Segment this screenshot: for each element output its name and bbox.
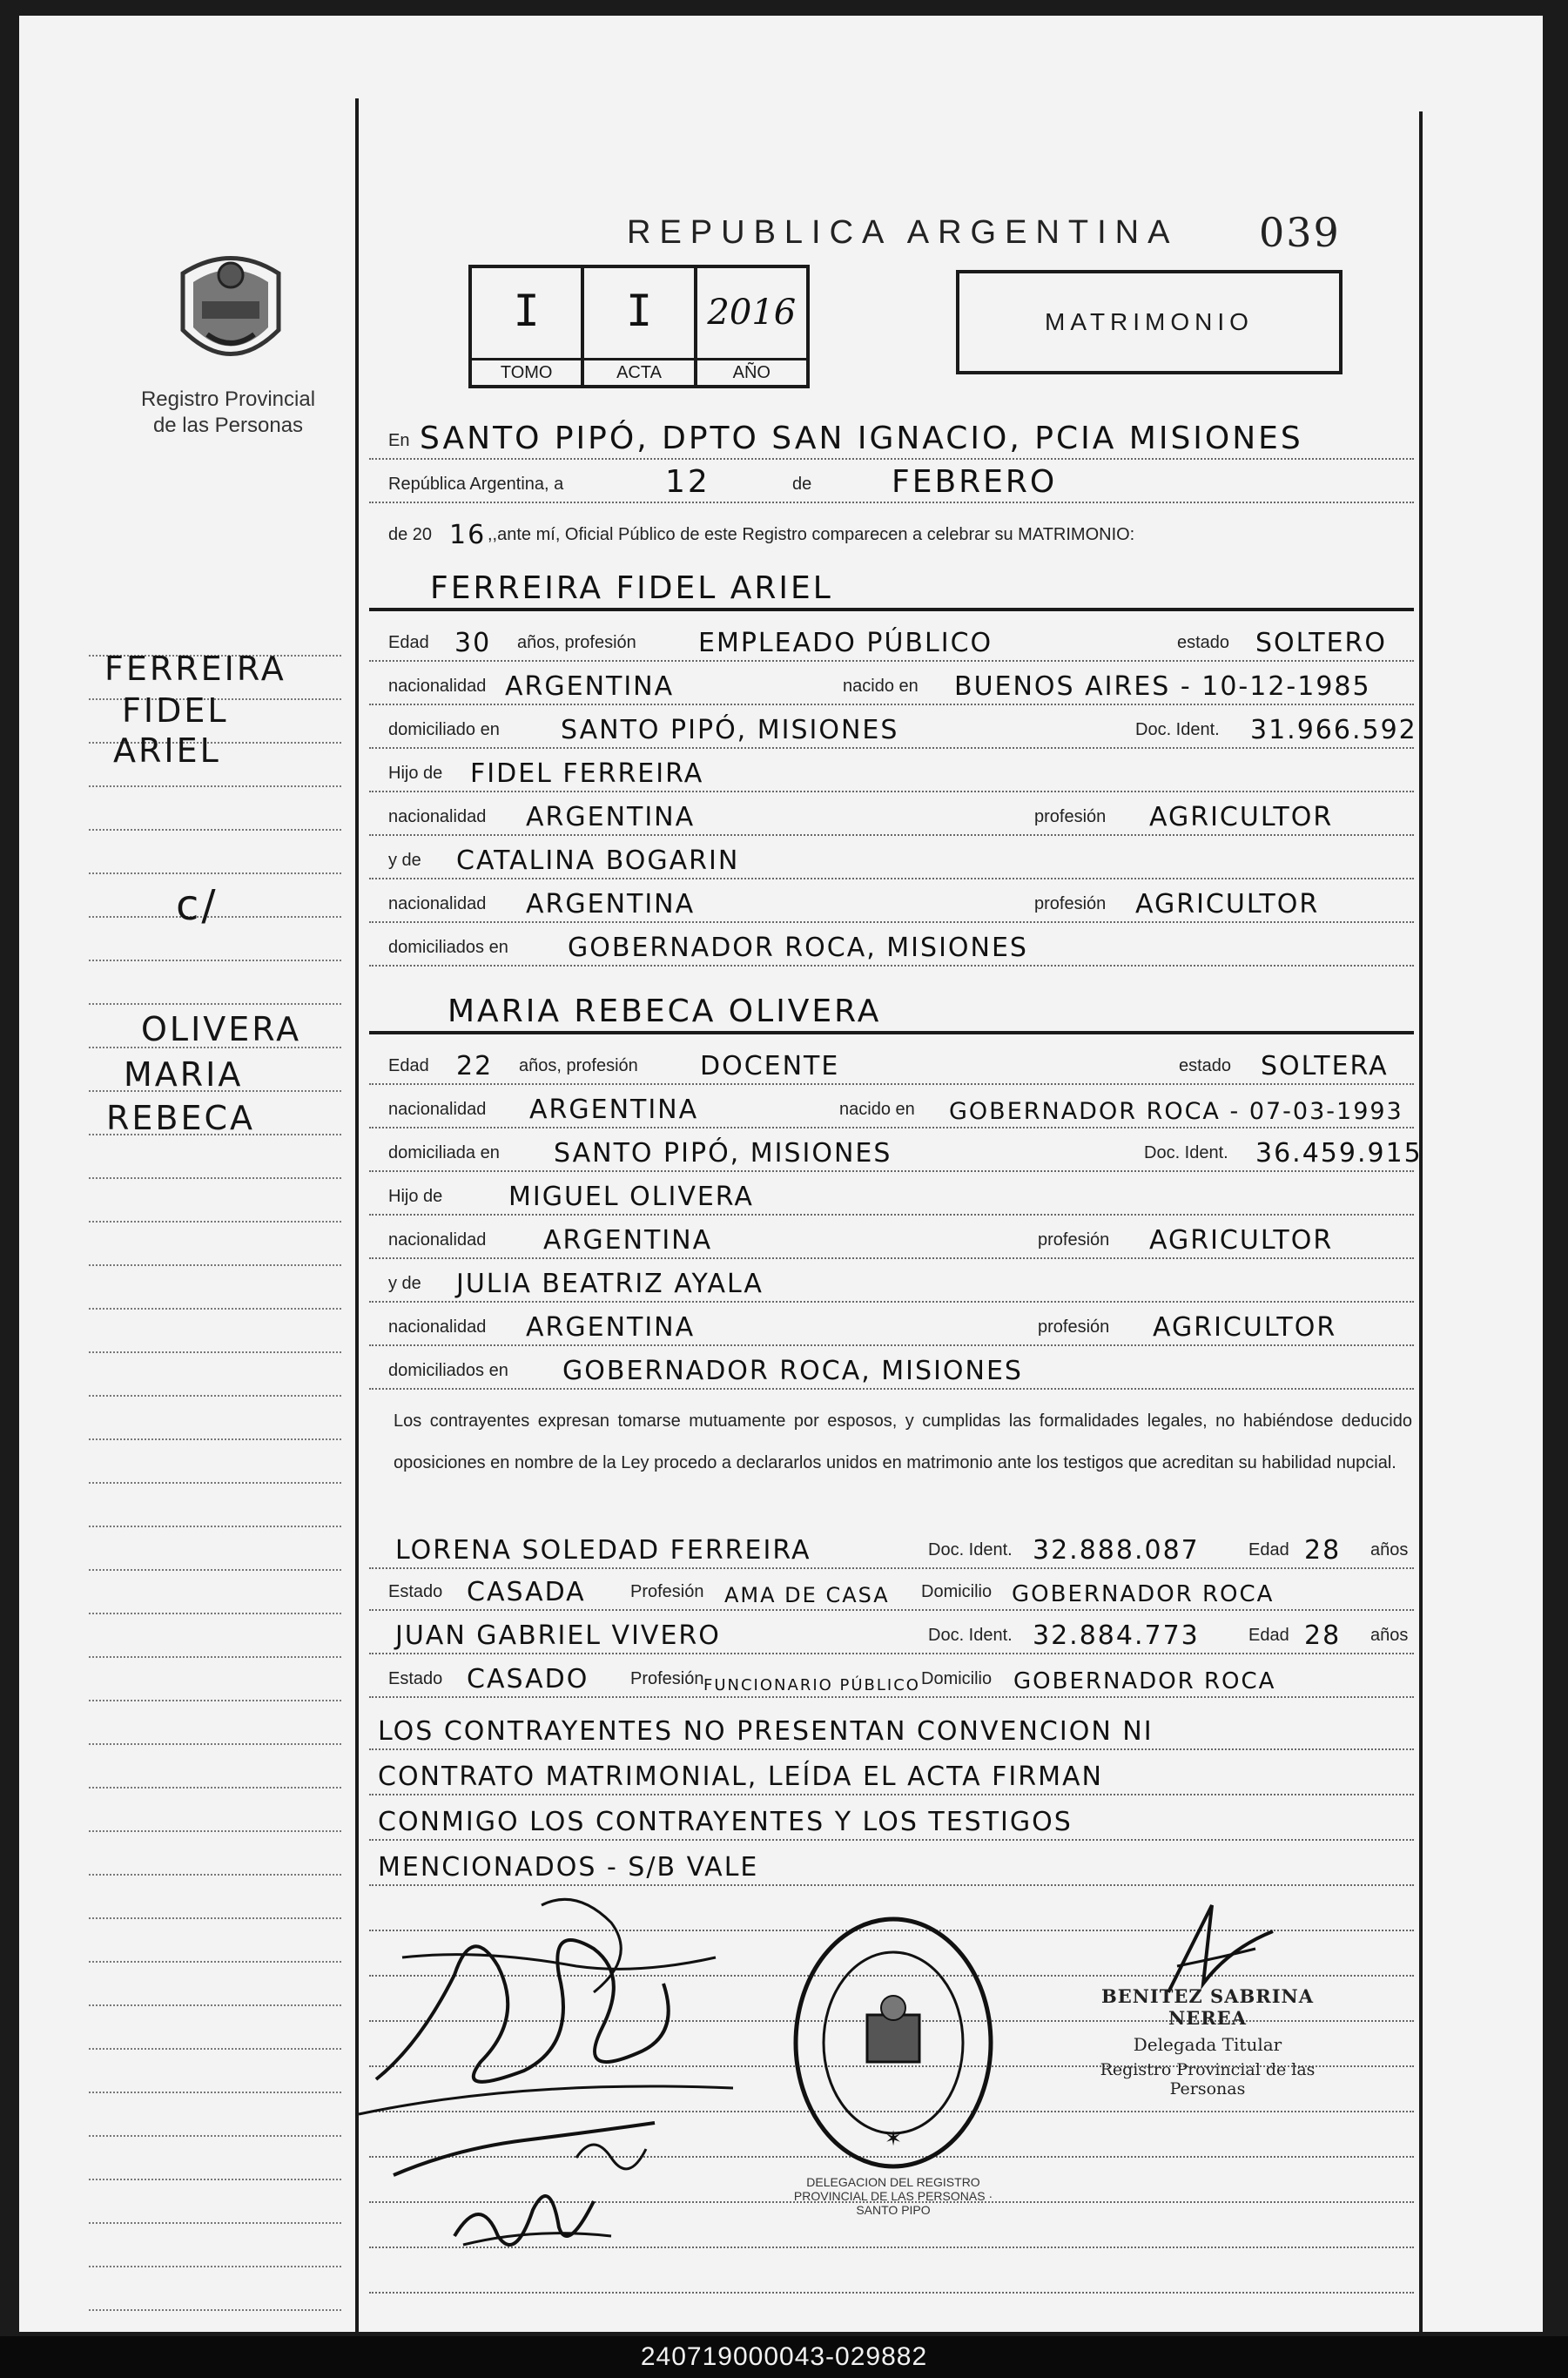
bride-father-row bbox=[369, 1179, 1414, 1216]
margin-rule bbox=[89, 2092, 341, 2093]
label-year-post: ,,ante mí, Oficial Público de este Registro comparecen a celebrar su MATRIMONIO: bbox=[488, 525, 1135, 544]
label-nacido-en: nacido en bbox=[839, 1100, 915, 1119]
day-value: 12 bbox=[665, 464, 710, 500]
tomo-value: I bbox=[513, 286, 540, 336]
label-anos: años bbox=[1370, 1626, 1409, 1645]
margin-rule bbox=[89, 2179, 341, 2180]
registry-line-2: de las Personas bbox=[152, 414, 304, 437]
label-anos-profesion: años, profesión bbox=[519, 1056, 638, 1075]
margin-rule bbox=[89, 1308, 341, 1310]
witness-2-profession: FUNCIONARIO PÚBLICO bbox=[703, 1676, 920, 1694]
acta-cell bbox=[584, 268, 697, 385]
margin-rule bbox=[89, 2135, 341, 2137]
certificate-page bbox=[19, 16, 1543, 2332]
bride-parents-address: GOBERNADOR ROCA, MISIONES bbox=[562, 1356, 1023, 1386]
groom-father-nationality: ARGENTINA bbox=[526, 802, 696, 832]
label-profesion: profesión bbox=[1038, 1317, 1110, 1337]
groom-mother-nat-row bbox=[369, 886, 1414, 923]
label-profesion: profesión bbox=[1034, 894, 1107, 913]
officer-office: Registro Provincial de las Personas bbox=[1100, 2060, 1316, 2098]
margin-rule bbox=[89, 1482, 341, 1484]
margin-rule bbox=[89, 2222, 341, 2224]
groom-mother-row bbox=[369, 843, 1414, 879]
witness-1-age: 28 bbox=[1304, 1535, 1342, 1566]
margin-rule bbox=[89, 1830, 341, 1832]
notes-row bbox=[369, 1708, 1414, 1750]
country-title: REPUBLICA ARGENTINA bbox=[627, 214, 1179, 251]
groom-nationality: ARGENTINA bbox=[505, 671, 675, 702]
label-estado: Estado bbox=[388, 1582, 443, 1601]
groom-name: FERREIRA FIDEL ARIEL bbox=[430, 570, 833, 606]
witness-2-age: 28 bbox=[1304, 1620, 1342, 1651]
label-nacionalidad: nacionalidad bbox=[388, 1317, 487, 1337]
margin-rule bbox=[89, 1613, 341, 1614]
witness-1-status: CASADA bbox=[467, 1577, 586, 1607]
margin-rule bbox=[89, 1438, 341, 1440]
bride-parents-address-row bbox=[369, 1353, 1414, 1390]
margin-bride-surname: OLIVERA bbox=[141, 1010, 302, 1048]
year-suffix-value: 16 bbox=[449, 520, 487, 550]
margin-rule bbox=[89, 1526, 341, 1527]
witness-1-detail-row bbox=[369, 1574, 1414, 1611]
bride-doc: 36.459.915 bbox=[1255, 1138, 1423, 1169]
groom-parents-address: GOBERNADOR ROCA, MISIONES bbox=[568, 933, 1028, 963]
tomo-cell bbox=[472, 268, 584, 385]
label-profesion: Profesión bbox=[630, 1582, 704, 1601]
groom-parents-address-row bbox=[369, 930, 1414, 967]
margin-connector: c/ bbox=[176, 881, 219, 930]
margin-rule bbox=[89, 1700, 341, 1701]
label-domiciliado-en: domiciliado en bbox=[388, 720, 500, 739]
groom-name-row bbox=[369, 564, 1414, 608]
margin-rule bbox=[89, 1177, 341, 1179]
registry-name bbox=[115, 387, 341, 439]
witness-1-profession: AMA DE CASA bbox=[724, 1583, 890, 1607]
margin-rule bbox=[89, 1656, 341, 1658]
groom-father-nat-row bbox=[369, 799, 1414, 836]
label-profesion: profesión bbox=[1038, 1230, 1110, 1250]
margin-rule bbox=[89, 1743, 341, 1745]
bride-mother-nationality: ARGENTINA bbox=[526, 1312, 696, 1343]
label-nacionalidad: nacionalidad bbox=[388, 677, 487, 696]
registry-line-1: Registro Provincial bbox=[140, 387, 316, 411]
label-hijo-de: Hijo de bbox=[388, 764, 443, 783]
margin-rule bbox=[89, 1787, 341, 1789]
bride-age-row bbox=[369, 1048, 1414, 1085]
page-number: 039 bbox=[1259, 209, 1341, 256]
right-border bbox=[1419, 111, 1423, 2332]
label-nacido-en: nacido en bbox=[843, 677, 919, 696]
year-value: 2016 bbox=[707, 293, 797, 333]
label-edad: Edad bbox=[1248, 1540, 1289, 1560]
margin-groom-surname: FERREIRA bbox=[104, 650, 286, 688]
acta-value: I bbox=[625, 286, 653, 336]
signature-testigo-icon bbox=[446, 2158, 620, 2271]
bride-name-row bbox=[369, 987, 1414, 1031]
officer-name: BENITEZ SABRINA NEREA bbox=[1100, 1985, 1315, 2029]
bride-nationality: ARGENTINA bbox=[529, 1095, 699, 1125]
groom-father-row bbox=[369, 756, 1414, 792]
label-year-pre: de 20 bbox=[388, 525, 433, 544]
year-row bbox=[369, 517, 1414, 552]
groom-father-profession: AGRICULTOR bbox=[1149, 802, 1334, 832]
label-doc-ident: Doc. Ident. bbox=[1144, 1143, 1228, 1162]
margin-groom-middle: ARIEL bbox=[113, 731, 221, 770]
margin-rule bbox=[89, 1003, 341, 1005]
legal-text: Los contrayentes expresan tomarse mutuamente por esposos, y cumplidas las formalidades legales, no habiéndose deducido oposiciones en nombre de la Ley procedo a declararlos unidos en matrimonio ante los testigos que acreditan su habilidad nupcial. bbox=[394, 1411, 1412, 1472]
margin-rule bbox=[89, 1221, 341, 1223]
label-doc-ident: Doc. Ident. bbox=[928, 1540, 1013, 1560]
label-hijo-de: Hijo de bbox=[388, 1187, 443, 1206]
label-nacionalidad: nacionalidad bbox=[388, 1100, 487, 1119]
margin-bride-first: MARIA bbox=[124, 1055, 244, 1094]
notes-row bbox=[369, 1799, 1414, 1841]
notes-line-4: MENCIONADOS - S/B VALE bbox=[378, 1852, 759, 1883]
label-anos: años bbox=[1370, 1540, 1409, 1560]
label-edad: Edad bbox=[388, 1056, 429, 1075]
witness-2-status: CASADO bbox=[467, 1664, 589, 1694]
label-doc-ident: Doc. Ident. bbox=[1135, 720, 1220, 739]
label-de: de bbox=[792, 475, 812, 494]
official-stamp-icon bbox=[789, 1912, 998, 2173]
label-domicilio: Domicilio bbox=[921, 1669, 993, 1688]
witness-2-row bbox=[369, 1618, 1414, 1654]
bride-address-row bbox=[369, 1135, 1423, 1172]
bride-birth: GOBERNADOR ROCA - 07-03-1993 bbox=[949, 1098, 1403, 1125]
bride-mother-row bbox=[369, 1266, 1414, 1303]
notes-row bbox=[369, 1754, 1414, 1795]
label-doc-ident: Doc. Ident. bbox=[928, 1626, 1013, 1645]
bride-status: SOLTERA bbox=[1261, 1051, 1389, 1081]
bride-name: MARIA REBECA OLIVERA bbox=[448, 994, 882, 1029]
groom-status: SOLTERO bbox=[1255, 628, 1387, 658]
bride-father-nat-row bbox=[369, 1223, 1414, 1259]
label-domiciliados-en: domiciliados en bbox=[388, 938, 508, 957]
groom-address: SANTO PIPÓ, MISIONES bbox=[561, 715, 899, 745]
witness-2-detail-row bbox=[369, 1661, 1414, 1698]
bride-nationality-row bbox=[369, 1092, 1414, 1128]
margin-rule bbox=[89, 1351, 341, 1353]
label-estado: estado bbox=[1179, 1056, 1232, 1075]
groom-nationality-row bbox=[369, 669, 1414, 705]
bride-mother-profession: AGRICULTOR bbox=[1153, 1312, 1337, 1343]
groom-age-row bbox=[369, 625, 1414, 662]
provincial-crest-icon bbox=[165, 247, 296, 378]
label-anos-profesion: años, profesión bbox=[517, 633, 636, 652]
notes-line-2: CONTRATO MATRIMONIAL, LEÍDA EL ACTA FIRMAN bbox=[378, 1762, 1103, 1792]
margin-rule bbox=[89, 1917, 341, 1919]
bride-profession: DOCENTE bbox=[700, 1051, 840, 1081]
acta-label: ACTA bbox=[584, 358, 693, 385]
label-republica: República Argentina, a bbox=[388, 475, 564, 494]
groom-age: 30 bbox=[454, 628, 492, 658]
groom-doc: 31.966.592 bbox=[1250, 715, 1417, 745]
label-nacionalidad: nacionalidad bbox=[388, 894, 487, 913]
book-reference bbox=[468, 265, 810, 388]
label-estado: estado bbox=[1177, 633, 1230, 652]
bride-father-nationality: ARGENTINA bbox=[543, 1225, 713, 1256]
month-value: FEBRERO bbox=[892, 464, 1058, 500]
groom-mother-profession: AGRICULTOR bbox=[1135, 889, 1320, 920]
officer-role: Delegada Titular bbox=[1133, 2034, 1282, 2055]
groom-father: FIDEL FERREIRA bbox=[470, 758, 704, 789]
witness-2-name: JUAN GABRIEL VIVERO bbox=[395, 1620, 721, 1651]
margin-rule bbox=[89, 2266, 341, 2267]
groom-name-underline bbox=[369, 608, 1414, 611]
margin-groom-first: FIDEL bbox=[122, 691, 229, 730]
label-domiciliados-en: domiciliados en bbox=[388, 1361, 508, 1380]
label-en: En bbox=[388, 431, 410, 450]
officer-block bbox=[1064, 1985, 1351, 2098]
groom-profession: EMPLEADO PÚBLICO bbox=[698, 628, 993, 658]
witness-1-row bbox=[369, 1533, 1414, 1569]
margin-rule bbox=[89, 1569, 341, 1571]
label-nacionalidad: nacionalidad bbox=[388, 807, 487, 826]
bride-age: 22 bbox=[456, 1051, 494, 1081]
label-y-de: y de bbox=[388, 851, 421, 870]
label-domicilio: Domicilio bbox=[921, 1582, 993, 1601]
place-row bbox=[369, 423, 1414, 460]
groom-birth: BUENOS AIRES - 10-12-1985 bbox=[954, 671, 1371, 702]
label-nacionalidad: nacionalidad bbox=[388, 1230, 487, 1250]
date-row bbox=[369, 464, 1414, 503]
margin-rule bbox=[89, 960, 341, 961]
year-cell bbox=[697, 268, 806, 385]
margin-rule bbox=[89, 1961, 341, 1963]
witness-1-address: GOBERNADOR ROCA bbox=[1012, 1581, 1275, 1607]
document-id-footer: 240719000043-029882 bbox=[0, 2336, 1568, 2378]
label-estado: Estado bbox=[388, 1669, 443, 1688]
margin-rule bbox=[89, 2004, 341, 2006]
margin-rule bbox=[89, 1874, 341, 1876]
margin-rule bbox=[89, 1395, 341, 1397]
label-domiciliada-en: domiciliada en bbox=[388, 1143, 500, 1162]
groom-mother-nationality: ARGENTINA bbox=[526, 889, 696, 920]
margin-rule bbox=[89, 2309, 341, 2311]
margin-rule bbox=[89, 1264, 341, 1266]
margin-rule bbox=[89, 785, 341, 787]
bride-father-profession: AGRICULTOR bbox=[1149, 1225, 1334, 1256]
year-label: AÑO bbox=[697, 358, 806, 385]
groom-mother: CATALINA BOGARIN bbox=[456, 845, 740, 876]
label-edad: Edad bbox=[1248, 1626, 1289, 1645]
tomo-label: TOMO bbox=[472, 358, 581, 385]
witness-1-name: LORENA SOLEDAD FERREIRA bbox=[395, 1535, 811, 1566]
margin-rule bbox=[89, 829, 341, 831]
record-type-box: MATRIMONIO bbox=[956, 270, 1343, 374]
notes-line-3: CONMIGO LOS CONTRAYENTES Y LOS TESTIGOS bbox=[378, 1807, 1073, 1837]
margin-rule bbox=[89, 2048, 341, 2050]
witness-1-doc: 32.888.087 bbox=[1033, 1535, 1200, 1566]
margin-bride-middle: REBECA bbox=[106, 1099, 256, 1137]
bride-name-underline bbox=[369, 1031, 1414, 1034]
witness-2-address: GOBERNADOR ROCA bbox=[1013, 1668, 1276, 1694]
margin-rule bbox=[89, 872, 341, 874]
bride-mother: JULIA BEATRIZ AYALA bbox=[456, 1269, 764, 1299]
bride-father: MIGUEL OLIVERA bbox=[508, 1182, 754, 1212]
svg-text:✶: ✶ bbox=[884, 2126, 903, 2151]
groom-address-row bbox=[369, 712, 1417, 749]
label-profesion: Profesión bbox=[630, 1669, 704, 1688]
label-y-de: y de bbox=[388, 1274, 421, 1293]
stamp-text: DELEGACION DEL REGISTRO PROVINCIAL DE LAS PERSONAS · SANTO PIPO bbox=[793, 2175, 993, 2217]
label-profesion: profesión bbox=[1034, 807, 1107, 826]
witness-2-doc: 32.884.773 bbox=[1033, 1620, 1200, 1651]
bride-address: SANTO PIPÓ, MISIONES bbox=[554, 1138, 892, 1169]
label-edad: Edad bbox=[388, 633, 429, 652]
place-value: SANTO PIPÓ, DPTO SAN IGNACIO, PCIA MISIONES bbox=[420, 421, 1303, 456]
bride-mother-nat-row bbox=[369, 1310, 1414, 1346]
notes-line-1: LOS CONTRAYENTES NO PRESENTAN CONVENCION NI bbox=[378, 1716, 1154, 1747]
